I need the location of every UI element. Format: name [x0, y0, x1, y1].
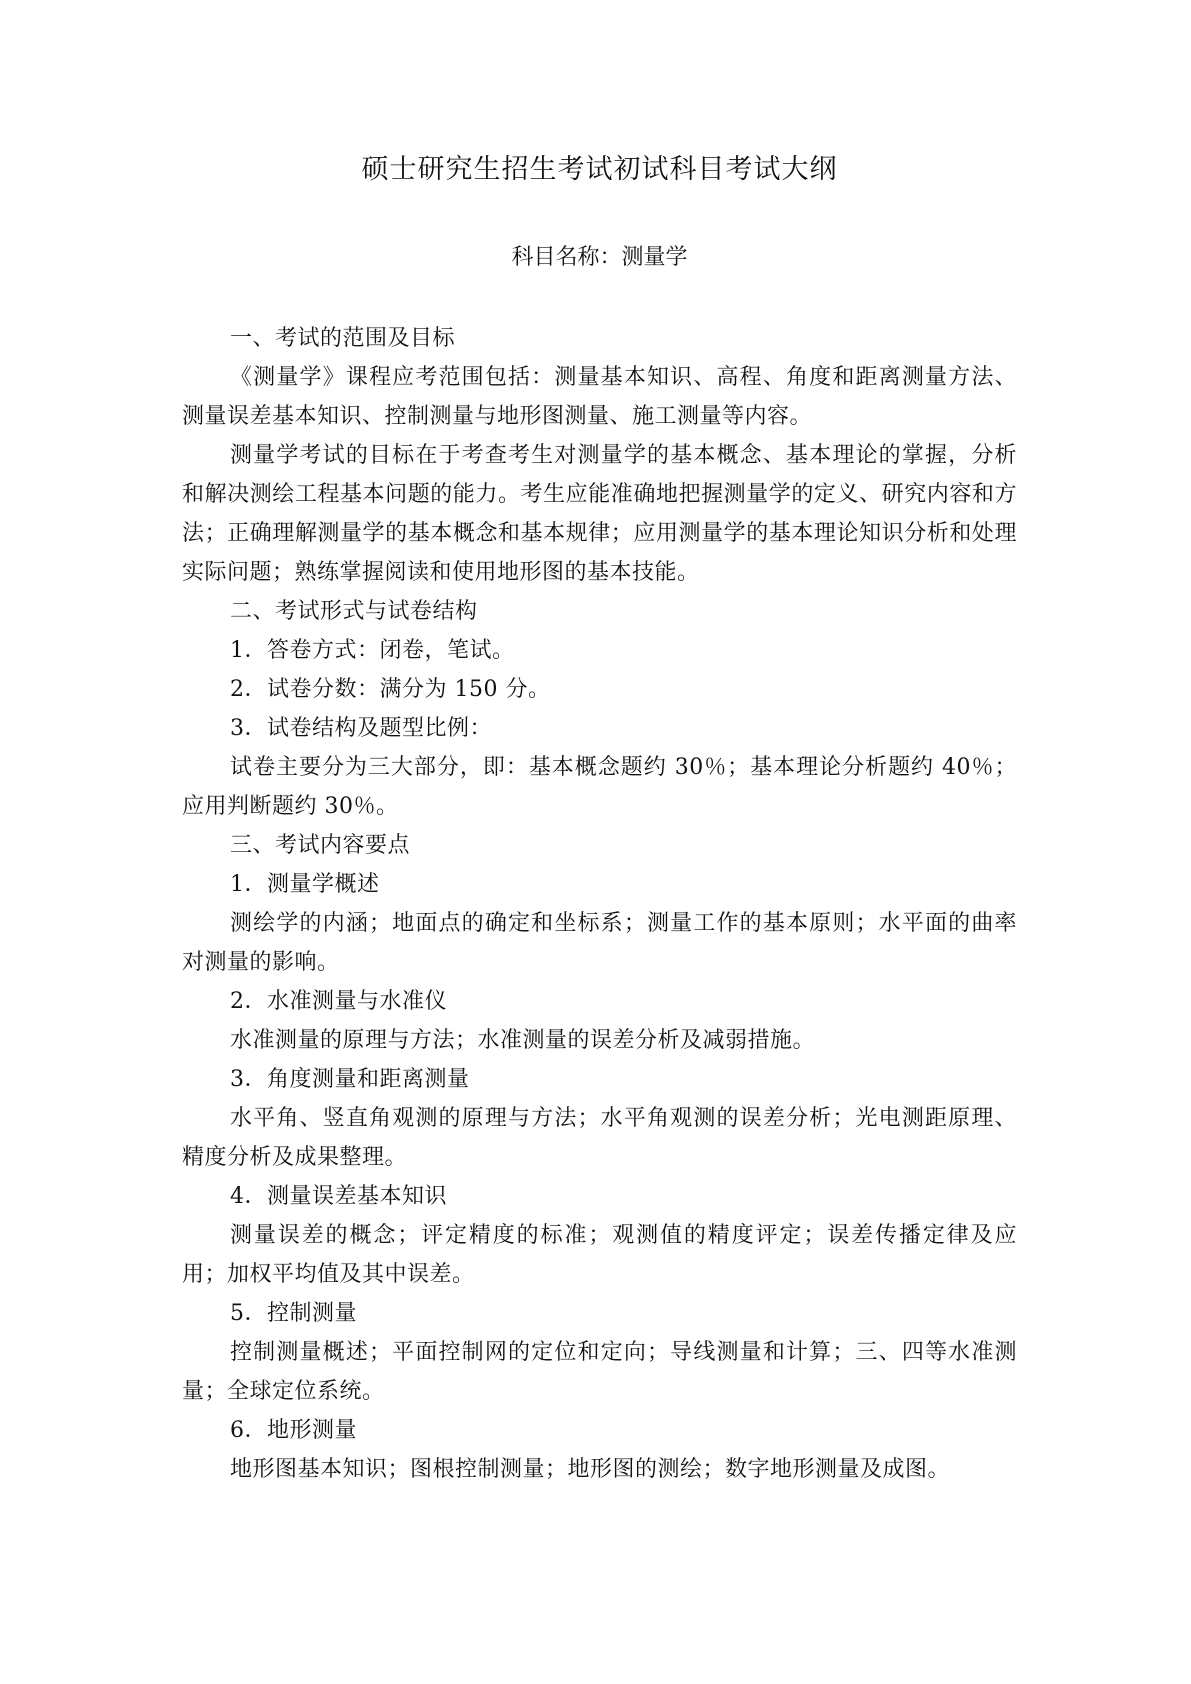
- subsection-heading: 1．测量学概述: [230, 872, 380, 897]
- list-item: 2．试卷分数：满分为 150 分。: [230, 677, 551, 702]
- list-item: 1．答卷方式：闭卷，笔试。: [230, 638, 515, 663]
- subsection-heading: 4．测量误差基本知识: [230, 1184, 447, 1209]
- body-paragraph: 水准测量的原理与方法；水准测量的误差分析及减弱措施。: [230, 1028, 816, 1053]
- subsection-heading: 6．地形测量: [230, 1418, 357, 1443]
- subsection-heading: 5．控制测量: [230, 1301, 357, 1326]
- body-paragraph: 测绘学的内涵；地面点的确定和坐标系；测量工作的基本原则；水平面的曲率对测量的影响。: [182, 911, 1017, 975]
- subsection-heading: 2．水准测量与水准仪: [230, 989, 447, 1014]
- body-paragraph: 地形图基本知识；图根控制测量；地形图的测绘；数字地形测量及成图。: [230, 1457, 951, 1482]
- section-heading: 二、考试形式与试卷结构: [230, 599, 478, 624]
- body-paragraph: 测量误差的概念；评定精度的标准；观测值的精度评定；误差传播定律及应用；加权平均值及其中误差。: [182, 1223, 1017, 1287]
- subject-name: 科目名称：测量学: [511, 245, 688, 270]
- body-paragraph: 试卷主要分为三大部分，即：基本概念题约 30％；基本理论分析题约 40％；应用判断题约 30％。: [182, 755, 1017, 819]
- body-paragraph: 控制测量概述；平面控制网的定位和定向；导线测量和计算；三、四等水准测量；全球定位系统。: [182, 1340, 1017, 1404]
- section-heading: 三、考试内容要点: [230, 833, 411, 858]
- document-body: [182, 319, 1017, 1489]
- list-item: 3．试卷结构及题型比例：: [230, 716, 492, 741]
- subsection-heading: 3．角度测量和距离测量: [230, 1067, 470, 1092]
- document-page: [182, 150, 1017, 1489]
- body-paragraph: 测量学考试的目标在于考查考生对测量学的基本概念、基本理论的掌握，分析和解决测绘工程基本问题的能力。考生应能准确地把握测量学的定义、研究内容和方法；正确理解测量学的基本概念和基本规律；应用测量学的基本理论知识分析和处理实际问题；熟练掌握阅读和使用地形图的基本技能。: [182, 443, 1017, 585]
- body-paragraph: 《测量学》课程应考范围包括：测量基本知识、高程、角度和距离测量方法、测量误差基本知识、控制测量与地形图测量、施工测量等内容。: [182, 365, 1017, 429]
- body-paragraph: 水平角、竖直角观测的原理与方法；水平角观测的误差分析；光电测距原理、精度分析及成果整理。: [182, 1106, 1017, 1170]
- document-title: 硕士研究生招生考试初试科目考试大纲: [361, 154, 838, 185]
- section-heading: 一、考试的范围及目标: [230, 326, 456, 351]
